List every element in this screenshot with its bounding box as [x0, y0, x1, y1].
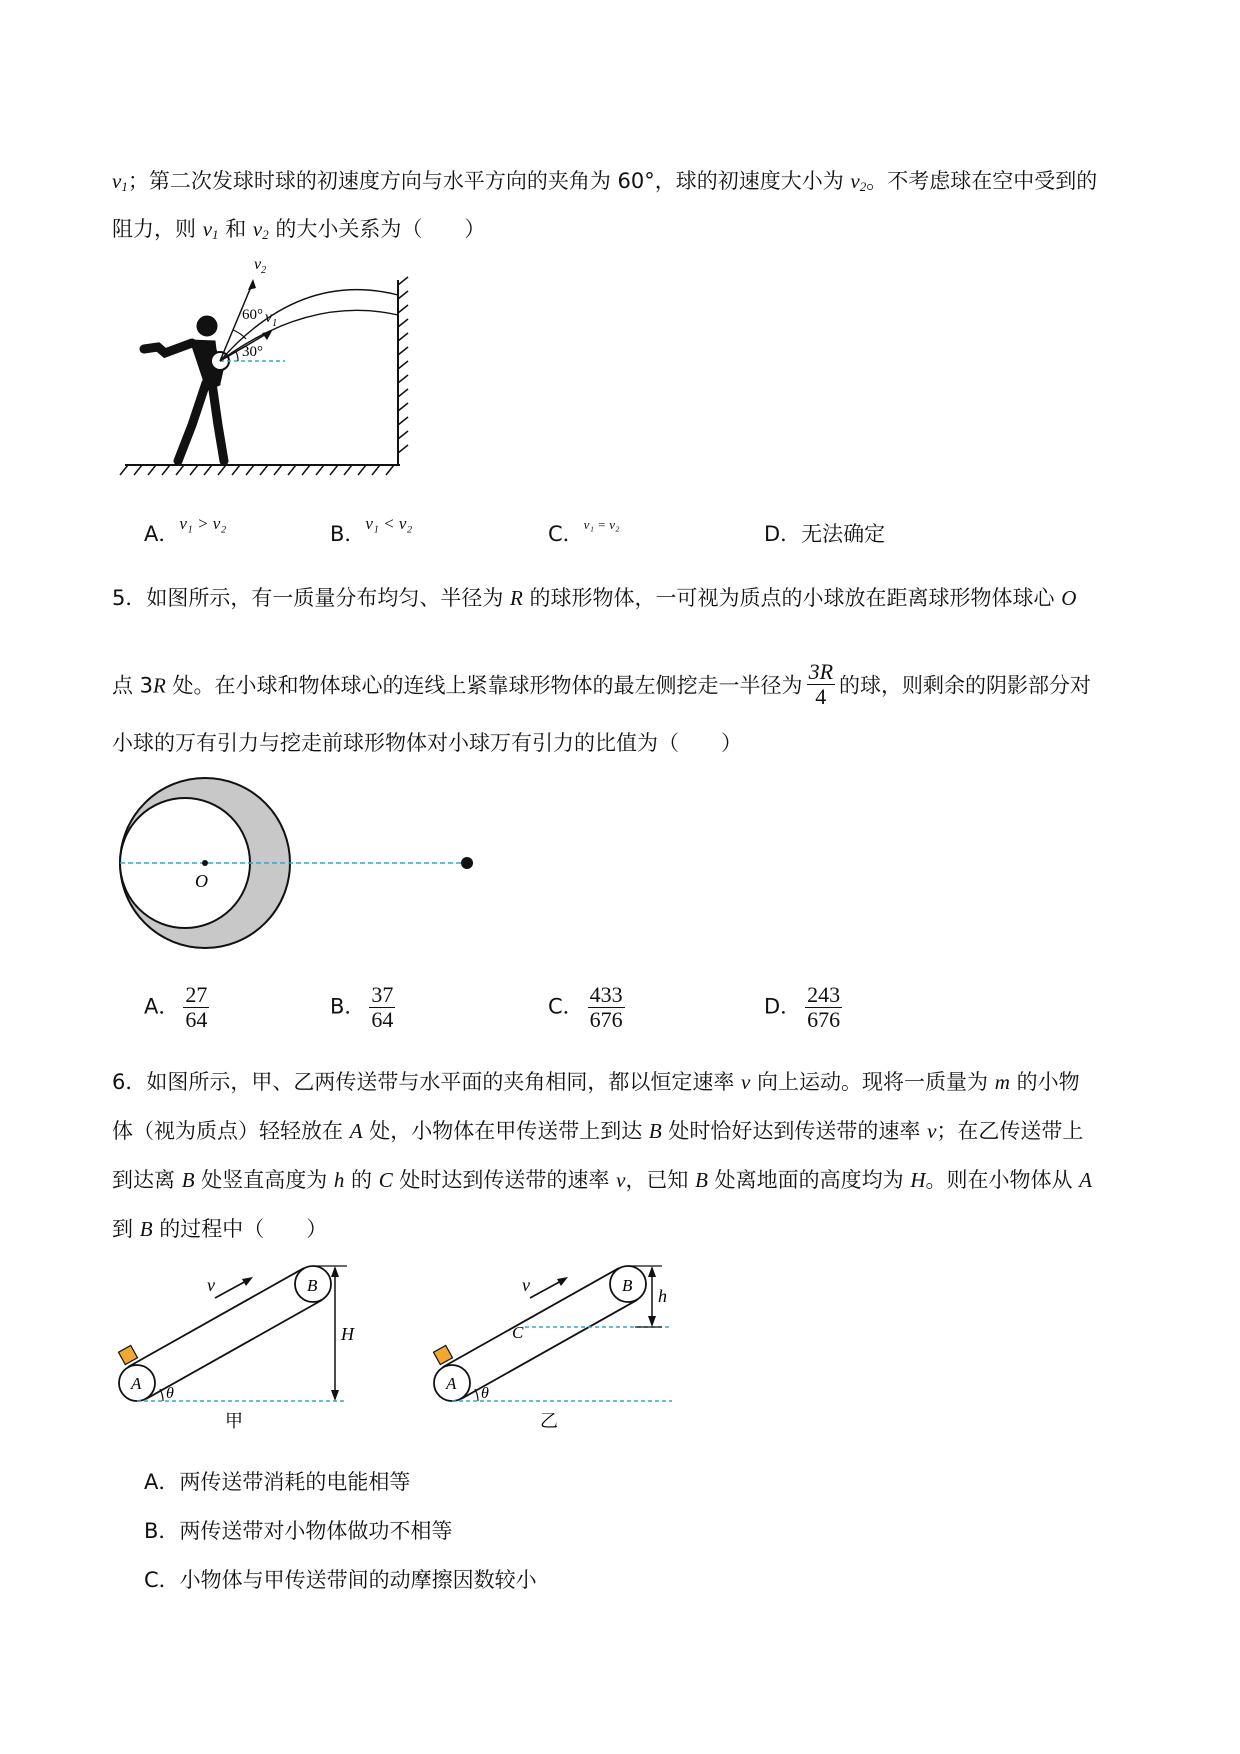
q6-figure-belt-yi [430, 1255, 690, 1435]
angle-60-label: 60° [242, 307, 263, 323]
jia-h-label: H [341, 1324, 354, 1344]
jia-b-label: B [307, 1276, 318, 1295]
q5-line-1: 5．如图所示，有一质量分布均匀、半径为 R 的球形物体，一可视为质点的小球放在距离球形物体球心 O [112, 586, 1077, 610]
q4-option-b[interactable]: B．$^{v_1 < v_2}$ [330, 514, 413, 546]
jia-a-label: A [131, 1374, 142, 1393]
q4-figure-serve [120, 256, 440, 475]
jia-caption: 甲 [225, 1411, 243, 1431]
v1-label: $v_1$ [265, 309, 278, 329]
q5-option-b[interactable]: B． $\frac{37}{64}$ [330, 982, 394, 1032]
yi-v-label: v [522, 1275, 530, 1295]
q5-figure-hollow-sphere [115, 770, 475, 960]
q4-line-1: $v_1$；第二次发球时球的初速度方向与水平方向的夹角为 60°，球的初速度大小为 $v_2$。不考虑球在空中受到的 [112, 169, 1098, 194]
v2-label: $v_2$ [254, 256, 267, 276]
q5-line-3: 小球的万有引力与挖走前球形物体对小球万有引力的比值为（ ） [112, 731, 742, 755]
yi-h-label: h [658, 1286, 667, 1306]
q4-option-a[interactable]: A．$^{v_1 > v_2}$ [144, 514, 227, 546]
q6-option-b[interactable]: B．两传送带对小物体做功不相等 [144, 1519, 453, 1543]
yi-a-label: A [446, 1374, 457, 1393]
jia-v-label: v [207, 1275, 215, 1295]
q6-line-1: 6．如图所示，甲、乙两传送带与水平面的夹角相同，都以恒定速率 v 向上运动。现将一质量为 m 的小物 [112, 1070, 1080, 1094]
q6-figure-belt-jia [115, 1255, 375, 1435]
q5-line-2: 点 3R 处。在小球和物体球心的连线上紧靠球形物体的最左侧挖走一半径为 $\frac{3R}{4}$ 的球，则剩余的阴影部分对 [112, 659, 1092, 709]
q6-option-a[interactable]: A．两传送带消耗的电能相等 [144, 1470, 411, 1494]
angle-30-label: 30° [242, 344, 263, 360]
q6-line-4: 到 B 的过程中（ ） [112, 1217, 328, 1241]
q5-option-d[interactable]: D． $\frac{243}{676}$ [764, 982, 841, 1032]
q5-option-a[interactable]: A． $\frac{27}{64}$ [144, 982, 208, 1032]
q4-option-c[interactable]: C．$^{v_1 = v_2}$ [548, 517, 620, 546]
jia-theta-label: θ [166, 1385, 174, 1402]
q6-line-2: 体（视为质点）轻轻放在 A 处，小物体在甲传送带上到达 B 处时恰好达到传送带的速率 v；在乙传送带上 [112, 1119, 1084, 1143]
q4-option-d[interactable]: D．无法确定 [764, 522, 886, 546]
yi-theta-label: θ [481, 1385, 489, 1402]
center-o-label: O [195, 871, 208, 891]
yi-b-label: B [622, 1276, 633, 1295]
yi-c-label: C [512, 1323, 524, 1342]
yi-caption: 乙 [540, 1411, 558, 1431]
q4-v1-symbol: $v_1$ [112, 169, 128, 194]
q6-line-3: 到达离 B 处竖直高度为 h 的 C 处时达到传送带的速率 v，已知 B 处离地面的高度均为 H。则在小物体从 A [112, 1168, 1092, 1192]
player-silhouette-icon [144, 316, 224, 461]
q4-line-2: 阻力，则 $v_1$ 和 $v_2$ 的大小关系为（ ） [112, 217, 486, 242]
q5-option-c[interactable]: C． $\frac{433}{676}$ [548, 982, 623, 1032]
q6-option-c[interactable]: C．小物体与甲传送带间的动摩擦因数较小 [144, 1568, 537, 1592]
